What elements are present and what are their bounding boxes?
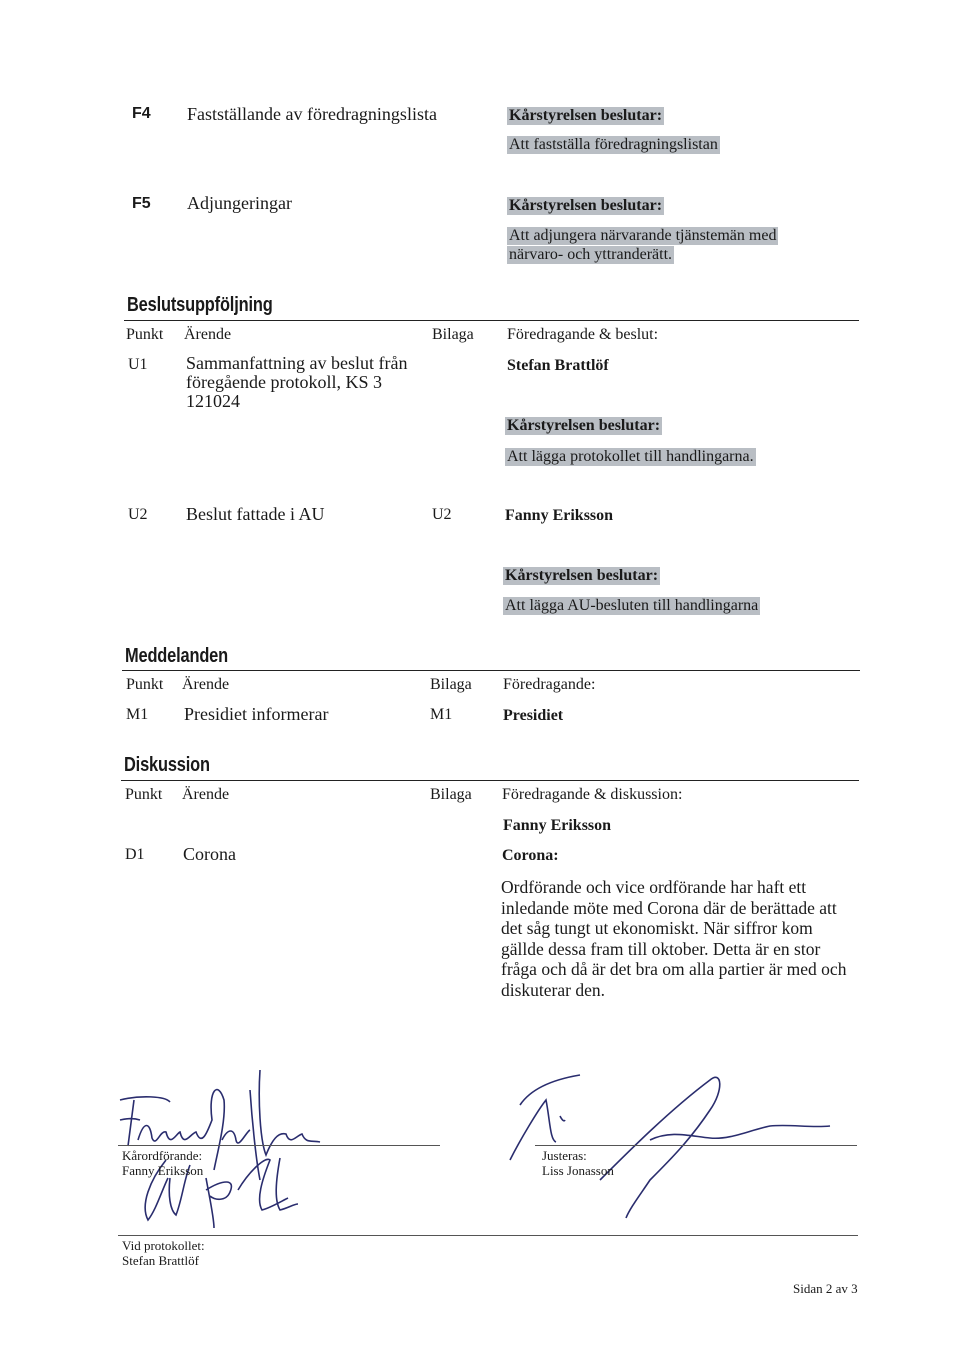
item-code-u1: U1 (128, 356, 148, 373)
item-code-f5: F5 (132, 195, 151, 212)
section-rule (121, 780, 859, 781)
item-title-u2: Beslut fattade i AU (186, 504, 325, 524)
item-title-f5: Adjungeringar (187, 193, 292, 213)
discussion-text-d1 (501, 877, 853, 1000)
signature-line-adjuster (535, 1145, 857, 1146)
presenter-u2: Fanny Eriksson (505, 507, 614, 524)
discussion-line: inledande möte med Corona där de berättade att (501, 897, 837, 918)
column-bilaga: Bilaga (432, 326, 474, 343)
topic-d1: Corona: (502, 847, 559, 864)
column-arende: Ärende (182, 786, 230, 803)
decision-text-u2: Att lägga AU-besluten till handlingarna (505, 597, 759, 614)
decision-heading-f5: Kårstyrelsen beslutar: (509, 197, 663, 214)
item-code-m1: M1 (126, 706, 149, 723)
chair-role: Kårordförande: (122, 1148, 203, 1163)
decision-text-f5-line1: Att adjungera närvarande tjänstemän med (509, 227, 777, 244)
column-punkt: Punkt (125, 786, 163, 803)
column-bilaga: Bilaga (430, 676, 472, 693)
column-arende: Ärende (182, 676, 230, 693)
item-title-d1: Corona (183, 844, 236, 864)
page-number: Sidan 2 av 3 (793, 1281, 858, 1296)
column-arende: Ärende (184, 326, 232, 343)
discussion-line: Ordförande och vice ordförande har haft ett (501, 877, 807, 897)
adjuster-name: Liss Jonasson (542, 1163, 614, 1178)
item-code-d1: D1 (125, 846, 145, 863)
signature-line-secretary (118, 1235, 858, 1236)
column-foredragande: Föredragande & diskussion: (502, 786, 683, 803)
discussion-line: det såg tungt ut ekonomiskt. När siffror kom (501, 918, 813, 938)
presenter-d1: Fanny Eriksson (503, 817, 612, 834)
presenter-u1: Stefan Brattlöf (507, 357, 609, 374)
column-foredragande: Föredragande: (503, 676, 596, 693)
decision-heading-u2: Kårstyrelsen beslutar: (505, 567, 659, 584)
item-title-m1: Presidiet informerar (184, 704, 329, 724)
discussion-line: gällde dessa fram till oktober. Detta är en stor (501, 938, 821, 959)
bilaga-u2: U2 (432, 506, 452, 523)
signature-line-chair (118, 1145, 440, 1146)
section-heading-meddelanden: Meddelanden (125, 645, 228, 667)
bilaga-m1: M1 (430, 706, 453, 723)
column-foredragande: Föredragande & beslut: (507, 326, 659, 343)
discussion-line: fråga och då är det bra om alla partier är med och (501, 959, 847, 979)
section-rule (122, 670, 860, 671)
secretary-name: Stefan Brattlöf (122, 1253, 199, 1268)
decision-text-f5-line2: närvaro- och yttranderätt. (509, 246, 673, 263)
column-punkt: Punkt (126, 326, 164, 343)
item-code-u2: U2 (128, 506, 148, 523)
item-title-u1-line2: föregående protokoll, KS 3 (186, 372, 382, 392)
section-heading-beslutsuppfoljning: Beslutsuppföljning (127, 294, 273, 316)
section-rule (124, 320, 859, 321)
presenter-m1: Presidiet (503, 707, 564, 724)
section-heading-diskussion: Diskussion (124, 754, 210, 776)
decision-heading-u1: Kårstyrelsen beslutar: (507, 417, 661, 434)
adjuster-role: Justeras: (542, 1148, 587, 1163)
item-title-f4: Fastställande av föredragningslista (187, 104, 437, 124)
chair-name: Fanny Eriksson (122, 1163, 204, 1178)
item-title-u1-line1: Sammanfattning av beslut från (186, 353, 408, 373)
decision-heading-f4: Kårstyrelsen beslutar: (509, 107, 663, 124)
column-punkt: Punkt (126, 676, 164, 693)
item-title-u1-line3: 121024 (186, 391, 240, 411)
column-bilaga: Bilaga (430, 786, 472, 803)
secretary-role: Vid protokollet: (122, 1238, 205, 1253)
item-code-f4: F4 (132, 105, 151, 122)
decision-text-u1: Att lägga protokollet till handlingarna. (507, 448, 754, 465)
decision-text-f4: Att fastställa föredragningslistan (509, 136, 718, 153)
discussion-line: diskuterar den. (501, 979, 605, 1000)
item-title-u1 (186, 354, 407, 411)
